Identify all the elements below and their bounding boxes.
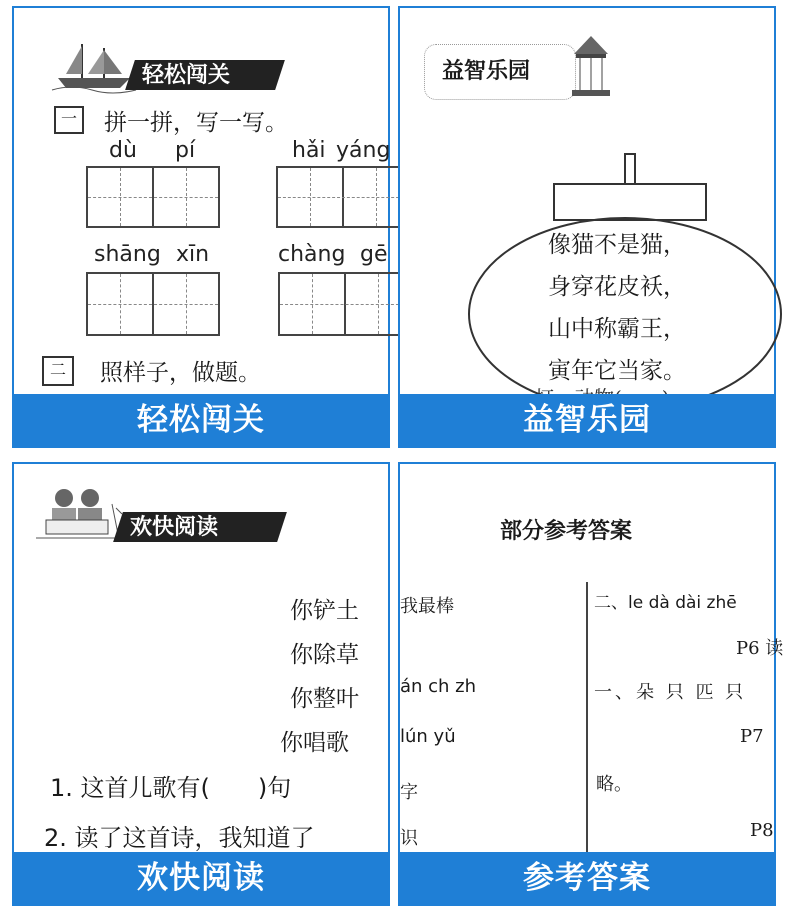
bleed-text: 识 (400, 828, 418, 849)
writing-grid (276, 166, 406, 228)
question-1-text: 拼一拼，写一写。 (104, 110, 288, 136)
section-banner: 欢快阅读 (113, 512, 287, 542)
question-2: 2. 读了这首诗，我知道了 (44, 824, 315, 852)
poem-line: 你除草 (290, 642, 359, 668)
question-1: 1. 这首儿歌有( )句 (50, 774, 292, 802)
pinyin: hǎi (292, 138, 326, 163)
column-divider (586, 582, 588, 858)
pinyin: shāng (94, 242, 161, 267)
question-2-text: 照样子，做题。 (100, 360, 261, 386)
page-ref: P7 (740, 726, 764, 747)
question-marker: 二 (42, 356, 74, 386)
bleed-text: lún yǔ (400, 726, 456, 747)
riddle-line: 身穿花皮袄， (548, 274, 686, 300)
riddle-line: 寅年它当家。 (548, 358, 686, 384)
writing-grid (278, 272, 406, 336)
pinyin: chàng (278, 242, 346, 267)
bleed-text: 字 (400, 782, 418, 803)
writing-grid (86, 166, 220, 228)
panel-caption: 欢快阅读 (14, 852, 388, 904)
pinyin: dù (109, 138, 137, 163)
kids-reading-illustration (32, 484, 124, 544)
section-banner: 轻松闯关 (125, 60, 285, 90)
panel-easy-challenge (12, 6, 390, 448)
poem-line: 你唱歌 (280, 730, 349, 756)
panel-caption: 轻松闯关 (14, 394, 388, 446)
panel-caption: 益智乐园 (400, 394, 774, 446)
pinyin: gē (360, 242, 388, 267)
poem-line: 你整叶 (290, 686, 359, 712)
panel-happy-reading (12, 462, 390, 906)
answers-title: 部分参考答案 (500, 519, 633, 544)
carousel-icon (566, 32, 616, 102)
page-ref: P6 读 (736, 638, 784, 659)
page-ref: P8 (750, 820, 774, 841)
answer-note: 略。 (596, 774, 632, 795)
answer-line: 二、le dà dài zhē (594, 593, 737, 613)
riddle-line: 山中称霸王， (548, 316, 686, 342)
writing-grid (86, 272, 220, 336)
poem-line: 你铲土 (290, 598, 359, 624)
riddle-line: 像猫不是猫， (548, 232, 686, 258)
panel-caption: 参考答案 (400, 852, 774, 904)
answer-line: 一、朵 只 匹 只 (594, 682, 747, 703)
bleed-text: 我最棒 (400, 596, 454, 617)
question-marker: 一 (54, 106, 84, 134)
panel-puzzle-garden (398, 6, 776, 448)
badge-title: 益智乐园 (442, 59, 531, 84)
pinyin: pí (175, 138, 196, 163)
ship-illustration (52, 38, 136, 92)
pinyin: yáng (336, 138, 391, 163)
pinyin: xīn (176, 242, 210, 267)
bleed-text: án ch zh (400, 676, 477, 697)
panel-reference-answers (398, 462, 784, 906)
